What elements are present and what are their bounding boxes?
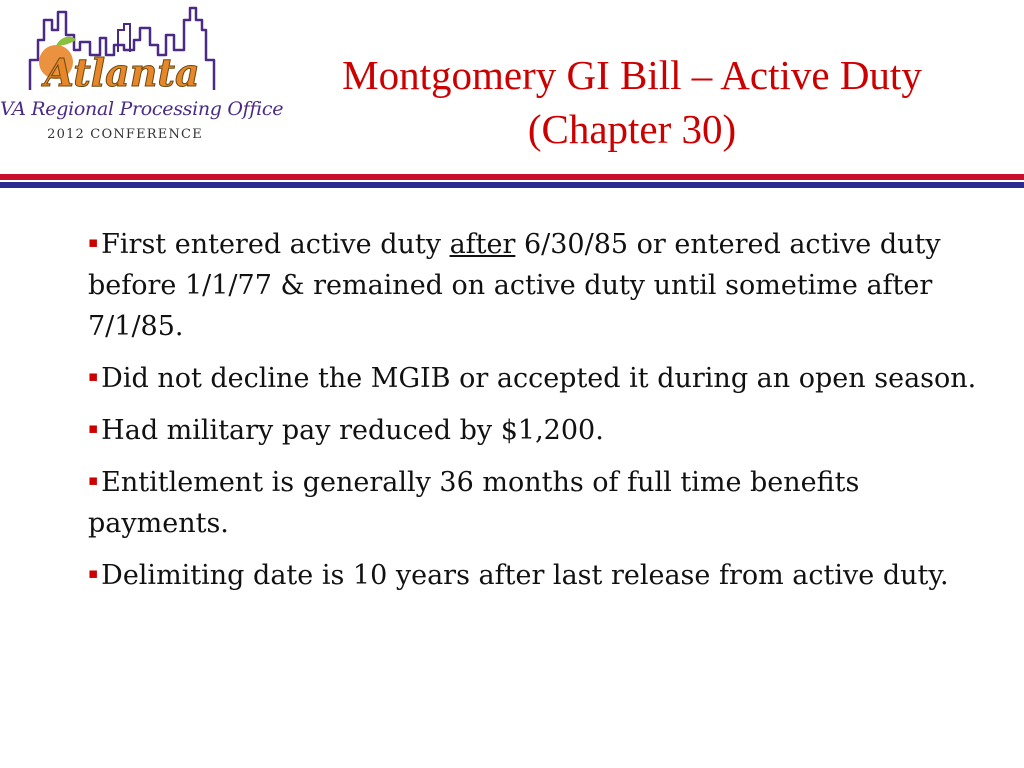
slide-title bbox=[240, 48, 1024, 156]
slide-title-line2: (Chapter 30) bbox=[527, 106, 737, 152]
bullet-square-icon: ▪ bbox=[88, 471, 99, 489]
logo-city-name: Atlanta bbox=[44, 50, 200, 95]
bullet-list bbox=[88, 222, 988, 605]
bullet-text: Entitlement is generally 36 months of full time benefits payments. bbox=[88, 467, 860, 539]
bullet-square-icon: ▪ bbox=[88, 564, 99, 582]
logo-conference-label: 2012 CONFERENCE bbox=[47, 127, 203, 142]
bullet-square-icon: ▪ bbox=[88, 233, 99, 251]
atlanta-skyline-icon bbox=[0, 0, 250, 100]
blue-divider bbox=[0, 182, 1024, 188]
list-item bbox=[88, 408, 988, 451]
bullet-square-icon: ▪ bbox=[88, 367, 99, 385]
slide-title-line1: Montgomery GI Bill – Active Duty bbox=[342, 52, 922, 98]
list-item bbox=[88, 553, 988, 596]
logo-subtitle: VA Regional Processing Office bbox=[0, 98, 284, 120]
list-item bbox=[88, 460, 988, 544]
list-item bbox=[88, 356, 988, 399]
bullet-text: 6/30/85 or entered active duty before 1/1/77 & remained on active duty until sometime after 7/1/85. bbox=[88, 229, 941, 342]
red-divider bbox=[0, 174, 1024, 180]
conference-logo bbox=[0, 0, 284, 160]
bullet-text: First entered active duty bbox=[101, 229, 450, 260]
bullet-emphasis: after bbox=[449, 229, 516, 260]
bullet-square-icon: ▪ bbox=[88, 419, 99, 437]
list-item bbox=[88, 222, 988, 347]
bullet-text: Did not decline the MGIB or accepted it during an open season. bbox=[101, 363, 977, 394]
bullet-text: Had military pay reduced by $1,200. bbox=[101, 415, 604, 446]
bullet-text: Delimiting date is 10 years after last release from active duty. bbox=[101, 560, 949, 591]
